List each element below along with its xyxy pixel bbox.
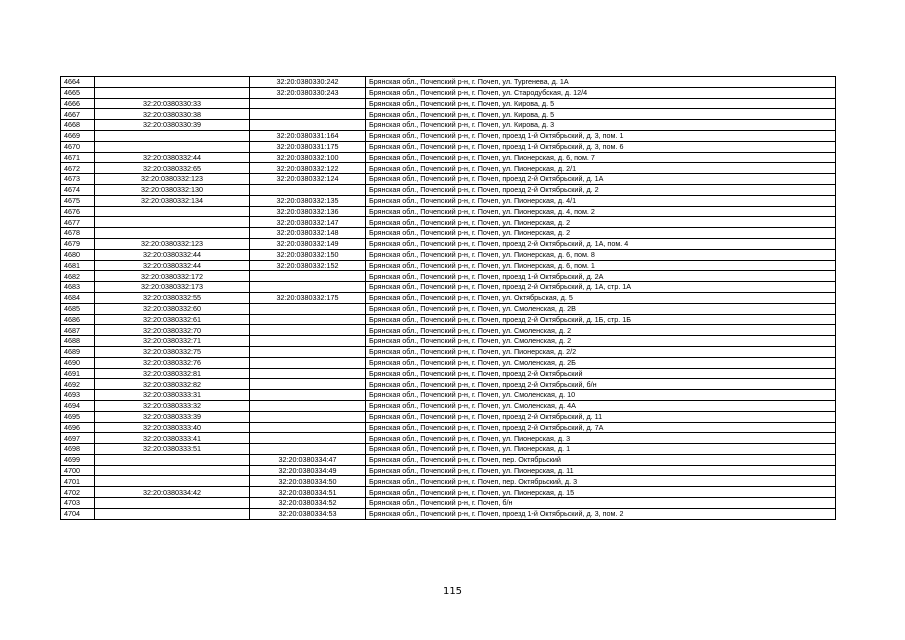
address-cell: Брянская обл., Почепский р-н, г. Почеп, проезд 2-й Октябрьский, д. 1А, пом. 4	[366, 238, 836, 249]
parcel-cadastral-number-cell: 32:20:0380332:44	[95, 152, 250, 163]
building-cadastral-number-cell	[250, 433, 366, 444]
address-cell: Брянская обл., Почепский р-н, г. Почеп, проезд 2-й Октябрьский, д. 7А	[366, 422, 836, 433]
table-row	[61, 206, 836, 217]
row-number-cell: 4679	[61, 238, 95, 249]
row-number-cell: 4693	[61, 390, 95, 401]
table-row	[61, 271, 836, 282]
table-row	[61, 487, 836, 498]
address-cell: Брянская обл., Почепский р-н, г. Почеп, ул. Пионерская, д. 6, пом. 1	[366, 260, 836, 271]
address-cell: Брянская обл., Почепский р-н, г. Почеп, проезд 2-й Октябрьский, б/н	[366, 379, 836, 390]
building-cadastral-number-cell: 32:20:0380334:49	[250, 465, 366, 476]
address-cell: Брянская обл., Почепский р-н, г. Почеп, ул. Пионерская, д. 11	[366, 465, 836, 476]
table-row	[61, 444, 836, 455]
address-cell: Брянская обл., Почепский р-н, г. Почеп, ул. Пионерская, д. 2	[366, 228, 836, 239]
address-cell: Брянская обл., Почепский р-н, г. Почеп, проезд 1-й Октябрьский, д. 2А	[366, 271, 836, 282]
address-cell: Брянская обл., Почепский р-н, г. Почеп, ул. Пионерская, д. 6, пом. 8	[366, 249, 836, 260]
building-cadastral-number-cell: 32:20:0380332:124	[250, 174, 366, 185]
row-number-cell: 4681	[61, 260, 95, 271]
address-cell: Брянская обл., Почепский р-н, г. Почеп, ул. Пионерская, д. 4, пом. 2	[366, 206, 836, 217]
table-row	[61, 508, 836, 519]
address-cell: Брянская обл., Почепский р-н, г. Почеп, проезд 2-й Октябрьский, д. 11	[366, 411, 836, 422]
registry-table-body	[61, 77, 836, 520]
building-cadastral-number-cell	[250, 98, 366, 109]
row-number-cell: 4699	[61, 454, 95, 465]
parcel-cadastral-number-cell: 32:20:0380332:81	[95, 368, 250, 379]
address-cell: Брянская обл., Почепский р-н, г. Почеп, ул. Смоленская, д. 10	[366, 390, 836, 401]
address-cell: Брянская обл., Почепский р-н, г. Почеп, проезд 1-й Октябрьский, д. 3, пом. 6	[366, 141, 836, 152]
parcel-cadastral-number-cell: 32:20:0380332:44	[95, 260, 250, 271]
row-number-cell: 4683	[61, 282, 95, 293]
building-cadastral-number-cell: 32:20:0380332:135	[250, 195, 366, 206]
building-cadastral-number-cell	[250, 422, 366, 433]
parcel-cadastral-number-cell	[95, 476, 250, 487]
address-cell: Брянская обл., Почепский р-н, г. Почеп, ул. Смоленская, д. 2	[366, 336, 836, 347]
row-number-cell: 4685	[61, 303, 95, 314]
parcel-cadastral-number-cell: 32:20:0380332:123	[95, 238, 250, 249]
row-number-cell: 4682	[61, 271, 95, 282]
table-row	[61, 228, 836, 239]
table-row	[61, 217, 836, 228]
table-row	[61, 174, 836, 185]
row-number-cell: 4680	[61, 249, 95, 260]
table-row	[61, 120, 836, 131]
row-number-cell: 4695	[61, 411, 95, 422]
table-row	[61, 98, 836, 109]
row-number-cell: 4664	[61, 77, 95, 88]
building-cadastral-number-cell: 32:20:0380332:100	[250, 152, 366, 163]
parcel-cadastral-number-cell: 32:20:0380332:65	[95, 163, 250, 174]
parcel-cadastral-number-cell: 32:20:0380330:33	[95, 98, 250, 109]
address-cell: Брянская обл., Почепский р-н, г. Почеп, ул. Пионерская, д. 3	[366, 433, 836, 444]
parcel-cadastral-number-cell: 32:20:0380332:71	[95, 336, 250, 347]
table-row	[61, 282, 836, 293]
row-number-cell: 4670	[61, 141, 95, 152]
row-number-cell: 4690	[61, 357, 95, 368]
row-number-cell: 4696	[61, 422, 95, 433]
table-row	[61, 130, 836, 141]
address-cell: Брянская обл., Почепский р-н, г. Почеп, проезд 2-й Октябрьский, д. 1А, стр. 1А	[366, 282, 836, 293]
address-cell: Брянская обл., Почепский р-н, г. Почеп, ул. Пионерская, д. 6, пом. 7	[366, 152, 836, 163]
row-number-cell: 4678	[61, 228, 95, 239]
building-cadastral-number-cell	[250, 346, 366, 357]
row-number-cell: 4669	[61, 130, 95, 141]
building-cadastral-number-cell: 32:20:0380332:136	[250, 206, 366, 217]
address-cell: Брянская обл., Почепский р-н, г. Почеп, проезд 2-й Октябрьский, д. 1Б, стр. 1Б	[366, 314, 836, 325]
parcel-cadastral-number-cell	[95, 498, 250, 509]
address-cell: Брянская обл., Почепский р-н, г. Почеп, проезд 2-й Октябрьский, д. 1А	[366, 174, 836, 185]
row-number-cell: 4704	[61, 508, 95, 519]
row-number-cell: 4701	[61, 476, 95, 487]
building-cadastral-number-cell: 32:20:0380332:148	[250, 228, 366, 239]
table-row	[61, 163, 836, 174]
table-row	[61, 465, 836, 476]
address-cell: Брянская обл., Почепский р-н, г. Почеп, ул. Смоленская, д. 2В	[366, 303, 836, 314]
row-number-cell: 4668	[61, 120, 95, 131]
row-number-cell: 4687	[61, 325, 95, 336]
parcel-cadastral-number-cell: 32:20:0380333:32	[95, 400, 250, 411]
parcel-cadastral-number-cell: 32:20:0380334:42	[95, 487, 250, 498]
parcel-cadastral-number-cell: 32:20:0380332:134	[95, 195, 250, 206]
building-cadastral-number-cell	[250, 120, 366, 131]
table-row	[61, 87, 836, 98]
building-cadastral-number-cell	[250, 325, 366, 336]
parcel-cadastral-number-cell	[95, 454, 250, 465]
address-cell: Брянская обл., Почепский р-н, г. Почеп, ул. Кирова, д. 5	[366, 98, 836, 109]
table-row	[61, 249, 836, 260]
parcel-cadastral-number-cell: 32:20:0380332:61	[95, 314, 250, 325]
table-row	[61, 152, 836, 163]
building-cadastral-number-cell	[250, 184, 366, 195]
address-cell: Брянская обл., Почепский р-н, г. Почеп, проезд 2-й Октябрьский, д. 2	[366, 184, 836, 195]
table-row	[61, 141, 836, 152]
table-row	[61, 400, 836, 411]
parcel-cadastral-number-cell: 32:20:0380332:44	[95, 249, 250, 260]
table-row	[61, 498, 836, 509]
building-cadastral-number-cell	[250, 390, 366, 401]
table-row	[61, 336, 836, 347]
parcel-cadastral-number-cell: 32:20:0380332:123	[95, 174, 250, 185]
table-row	[61, 390, 836, 401]
building-cadastral-number-cell	[250, 379, 366, 390]
table-row	[61, 195, 836, 206]
parcel-cadastral-number-cell	[95, 130, 250, 141]
address-cell: Брянская обл., Почепский р-н, г. Почеп, ул. Пионерская, д. 1	[366, 444, 836, 455]
building-cadastral-number-cell: 32:20:0380332:147	[250, 217, 366, 228]
building-cadastral-number-cell: 32:20:0380334:53	[250, 508, 366, 519]
address-cell: Брянская обл., Почепский р-н, г. Почеп, ул. Октябрьская, д. 5	[366, 292, 836, 303]
table-row	[61, 433, 836, 444]
parcel-cadastral-number-cell: 32:20:0380332:60	[95, 303, 250, 314]
building-cadastral-number-cell	[250, 400, 366, 411]
row-number-cell: 4673	[61, 174, 95, 185]
parcel-cadastral-number-cell	[95, 206, 250, 217]
address-cell: Брянская обл., Почепский р-н, г. Почеп, проезд 1-й Октябрьский, д. 3, пом. 1	[366, 130, 836, 141]
building-cadastral-number-cell: 32:20:0380334:50	[250, 476, 366, 487]
table-row	[61, 109, 836, 120]
table-row	[61, 476, 836, 487]
address-cell: Брянская обл., Почепский р-н, г. Почеп, проезд 2-й Октябрьский	[366, 368, 836, 379]
parcel-cadastral-number-cell: 32:20:0380330:38	[95, 109, 250, 120]
building-cadastral-number-cell	[250, 282, 366, 293]
building-cadastral-number-cell: 32:20:0380332:150	[250, 249, 366, 260]
address-cell: Брянская обл., Почепский р-н, г. Почеп, ул. Стародубская, д. 12/4	[366, 87, 836, 98]
building-cadastral-number-cell	[250, 303, 366, 314]
building-cadastral-number-cell	[250, 411, 366, 422]
row-number-cell: 4703	[61, 498, 95, 509]
parcel-cadastral-number-cell: 32:20:0380333:31	[95, 390, 250, 401]
parcel-cadastral-number-cell: 32:20:0380333:51	[95, 444, 250, 455]
building-cadastral-number-cell: 32:20:0380334:47	[250, 454, 366, 465]
address-cell: Брянская обл., Почепский р-н, г. Почеп, ул. Тургенева, д. 1А	[366, 77, 836, 88]
building-cadastral-number-cell: 32:20:0380332:149	[250, 238, 366, 249]
row-number-cell: 4686	[61, 314, 95, 325]
building-cadastral-number-cell: 32:20:0380332:122	[250, 163, 366, 174]
row-number-cell: 4702	[61, 487, 95, 498]
table-row	[61, 292, 836, 303]
address-cell: Брянская обл., Почепский р-н, г. Почеп, ул. Пионерская, д. 2/1	[366, 163, 836, 174]
parcel-cadastral-number-cell: 32:20:0380332:82	[95, 379, 250, 390]
building-cadastral-number-cell: 32:20:0380334:51	[250, 487, 366, 498]
table-row	[61, 411, 836, 422]
building-cadastral-number-cell: 32:20:0380334:52	[250, 498, 366, 509]
address-cell: Брянская обл., Почепский р-н, г. Почеп, ул. Кирова, д. 3	[366, 120, 836, 131]
address-cell: Брянская обл., Почепский р-н, г. Почеп, пер. Октябрьский, д. 3	[366, 476, 836, 487]
parcel-cadastral-number-cell: 32:20:0380333:40	[95, 422, 250, 433]
building-cadastral-number-cell	[250, 109, 366, 120]
building-cadastral-number-cell	[250, 357, 366, 368]
table-row	[61, 303, 836, 314]
table-row	[61, 238, 836, 249]
table-row	[61, 346, 836, 357]
building-cadastral-number-cell: 32:20:0380330:242	[250, 77, 366, 88]
building-cadastral-number-cell: 32:20:0380332:175	[250, 292, 366, 303]
table-row	[61, 422, 836, 433]
row-number-cell: 4689	[61, 346, 95, 357]
row-number-cell: 4694	[61, 400, 95, 411]
row-number-cell: 4697	[61, 433, 95, 444]
address-cell: Брянская обл., Почепский р-н, г. Почеп, б/н	[366, 498, 836, 509]
building-cadastral-number-cell	[250, 368, 366, 379]
table-row	[61, 314, 836, 325]
registry-table	[60, 76, 836, 520]
table-row	[61, 379, 836, 390]
table-row	[61, 184, 836, 195]
address-cell: Брянская обл., Почепский р-н, г. Почеп, ул. Пионерская, д. 15	[366, 487, 836, 498]
page-number: 115	[442, 586, 463, 597]
row-number-cell: 4674	[61, 184, 95, 195]
address-cell: Брянская обл., Почепский р-н, г. Почеп, пер. Октябрьский	[366, 454, 836, 465]
table-row	[61, 260, 836, 271]
parcel-cadastral-number-cell: 32:20:0380332:55	[95, 292, 250, 303]
row-number-cell: 4692	[61, 379, 95, 390]
building-cadastral-number-cell: 32:20:0380330:243	[250, 87, 366, 98]
parcel-cadastral-number-cell: 32:20:0380332:76	[95, 357, 250, 368]
row-number-cell: 4667	[61, 109, 95, 120]
row-number-cell: 4688	[61, 336, 95, 347]
row-number-cell: 4671	[61, 152, 95, 163]
address-cell: Брянская обл., Почепский р-н, г. Почеп, ул. Смоленская, д. 2	[366, 325, 836, 336]
row-number-cell: 4665	[61, 87, 95, 98]
row-number-cell: 4700	[61, 465, 95, 476]
parcel-cadastral-number-cell	[95, 465, 250, 476]
table-row	[61, 77, 836, 88]
parcel-cadastral-number-cell: 32:20:0380332:130	[95, 184, 250, 195]
address-cell: Брянская обл., Почепский р-н, г. Почеп, ул. Пионерская, д. 4/1	[366, 195, 836, 206]
building-cadastral-number-cell: 32:20:0380331:164	[250, 130, 366, 141]
building-cadastral-number-cell	[250, 314, 366, 325]
address-cell: Брянская обл., Почепский р-н, г. Почеп, ул. Пионерская, д. 2/2	[366, 346, 836, 357]
parcel-cadastral-number-cell: 32:20:0380333:39	[95, 411, 250, 422]
parcel-cadastral-number-cell	[95, 217, 250, 228]
table-row	[61, 357, 836, 368]
parcel-cadastral-number-cell	[95, 77, 250, 88]
row-number-cell: 4684	[61, 292, 95, 303]
row-number-cell: 4691	[61, 368, 95, 379]
row-number-cell: 4677	[61, 217, 95, 228]
parcel-cadastral-number-cell: 32:20:0380332:172	[95, 271, 250, 282]
building-cadastral-number-cell: 32:20:0380331:175	[250, 141, 366, 152]
parcel-cadastral-number-cell: 32:20:0380330:39	[95, 120, 250, 131]
address-cell: Брянская обл., Почепский р-н, г. Почеп, ул. Пионерская, д. 2	[366, 217, 836, 228]
address-cell: Брянская обл., Почепский р-н, г. Почеп, ул. Смоленская, д. 2Б	[366, 357, 836, 368]
parcel-cadastral-number-cell	[95, 141, 250, 152]
row-number-cell: 4675	[61, 195, 95, 206]
parcel-cadastral-number-cell: 32:20:0380332:173	[95, 282, 250, 293]
parcel-cadastral-number-cell	[95, 87, 250, 98]
building-cadastral-number-cell	[250, 444, 366, 455]
address-cell: Брянская обл., Почепский р-н, г. Почеп, ул. Кирова, д. 5	[366, 109, 836, 120]
address-cell: Брянская обл., Почепский р-н, г. Почеп, ул. Смоленская, д. 4А	[366, 400, 836, 411]
parcel-cadastral-number-cell: 32:20:0380332:70	[95, 325, 250, 336]
building-cadastral-number-cell	[250, 271, 366, 282]
table-row	[61, 325, 836, 336]
address-cell: Брянская обл., Почепский р-н, г. Почеп, проезд 1-й Октябрьский, д. 3, пом. 2	[366, 508, 836, 519]
row-number-cell: 4698	[61, 444, 95, 455]
table-row	[61, 368, 836, 379]
row-number-cell: 4672	[61, 163, 95, 174]
parcel-cadastral-number-cell	[95, 508, 250, 519]
table-row	[61, 454, 836, 465]
parcel-cadastral-number-cell	[95, 228, 250, 239]
building-cadastral-number-cell	[250, 336, 366, 347]
building-cadastral-number-cell: 32:20:0380332:152	[250, 260, 366, 271]
row-number-cell: 4666	[61, 98, 95, 109]
parcel-cadastral-number-cell: 32:20:0380332:75	[95, 346, 250, 357]
row-number-cell: 4676	[61, 206, 95, 217]
parcel-cadastral-number-cell: 32:20:0380333:41	[95, 433, 250, 444]
